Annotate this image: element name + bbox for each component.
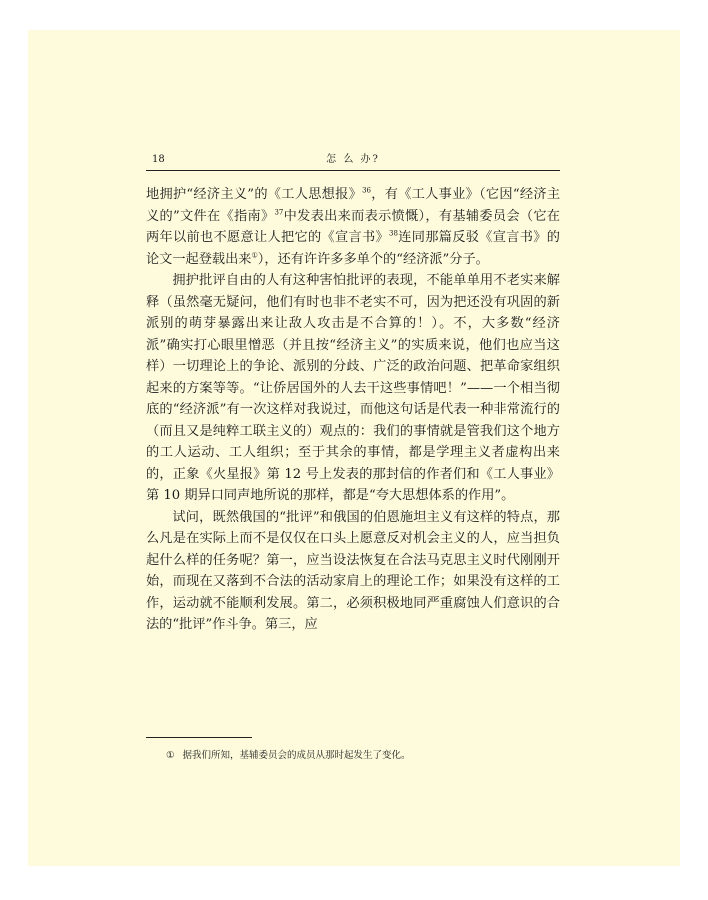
paragraph-1-text-b: ，有《工人事业》（它因“经济主义的”文件在《指南》 [146, 187, 561, 224]
footnote-ref: ① [251, 251, 258, 260]
body-text [146, 184, 560, 636]
endnote-ref-37: 37 [274, 208, 284, 217]
paragraph-1-text-d: 连同那篇反驳《宣言书》的论文一起登载出来 [146, 230, 560, 267]
page-number: 18 [152, 154, 165, 165]
paragraph-1-text-e: ），还有许许多多单个的“经济派”分子。 [257, 251, 489, 267]
footnote [166, 749, 556, 763]
endnote-ref-38: 38 [389, 229, 398, 238]
footnote-text: 据我们所知，基辅委员会的成员从那时起发生了变化。 [182, 750, 411, 761]
paragraph-1-text-c: 中发表出来而表示愤慨），有基辅委员会（它在两年以前也不愿意让人把它的《宣言书》 [146, 208, 560, 245]
paragraph-2: 拥护批评自由的人有这种害怕批评的表现，不能单单用不老实来解释（虽然毫无疑问，他们有时也非不老实不可，因为把还没有巩固的新派别的萌芽暴露出来让敌人攻击是不合算的！）。不，大多数“经济派”确实打心眼里憎恶（并且按“经济主义”的实质来说，他们也应当这样）一切理论上的争论、派别的分歧、广泛的政治问题、把革命家组织起来的方案等等。“让侨居国外的人去干这些事情吧！”——一个相当彻底的“经济派”有一次这样对我说过，而他这句话是代表一种非常流行的（而且又是纯粹工联主义的）观点的：我们的事情就是管我们这个地方的工人运动、工人组织；至于其余的事情，都是学理主义者虚构出来的，正象《火星报》第 12 号上发表的那封信的作者们和《工人事业》第 10 期异口同声地所说的那样，都是“夸大思想体系的作用”。 [146, 273, 560, 503]
footnote-rule [146, 737, 252, 738]
paragraph-1-text-a: 地拥护“经济主义”的《工人思想报》 [146, 187, 363, 202]
running-head [146, 152, 560, 168]
page-header-title: 怎 么 办? [326, 154, 380, 165]
footnote-marker: ① [166, 750, 175, 761]
paragraph-1 [146, 184, 560, 270]
paragraph-3: 试问，既然俄国的“批评”和俄国的伯恩施坦主义有这样的特点，那么凡是在实际上而不是仅仅在口头上愿意反对机会主义的人，应当担负起什么样的任务呢？第一，应当设法恢复在合法马克思主义时代刚刚开始，而现在又落到不合法的活动家肩上的理论工作；如果没有这样的工作，运动就不能顺利发展。第二，必须积极地同严重腐蚀人们意识的合法的“批评”作斗争。第三，应 [146, 509, 560, 632]
endnote-ref-36: 36 [362, 186, 372, 195]
header-rule [146, 170, 560, 171]
